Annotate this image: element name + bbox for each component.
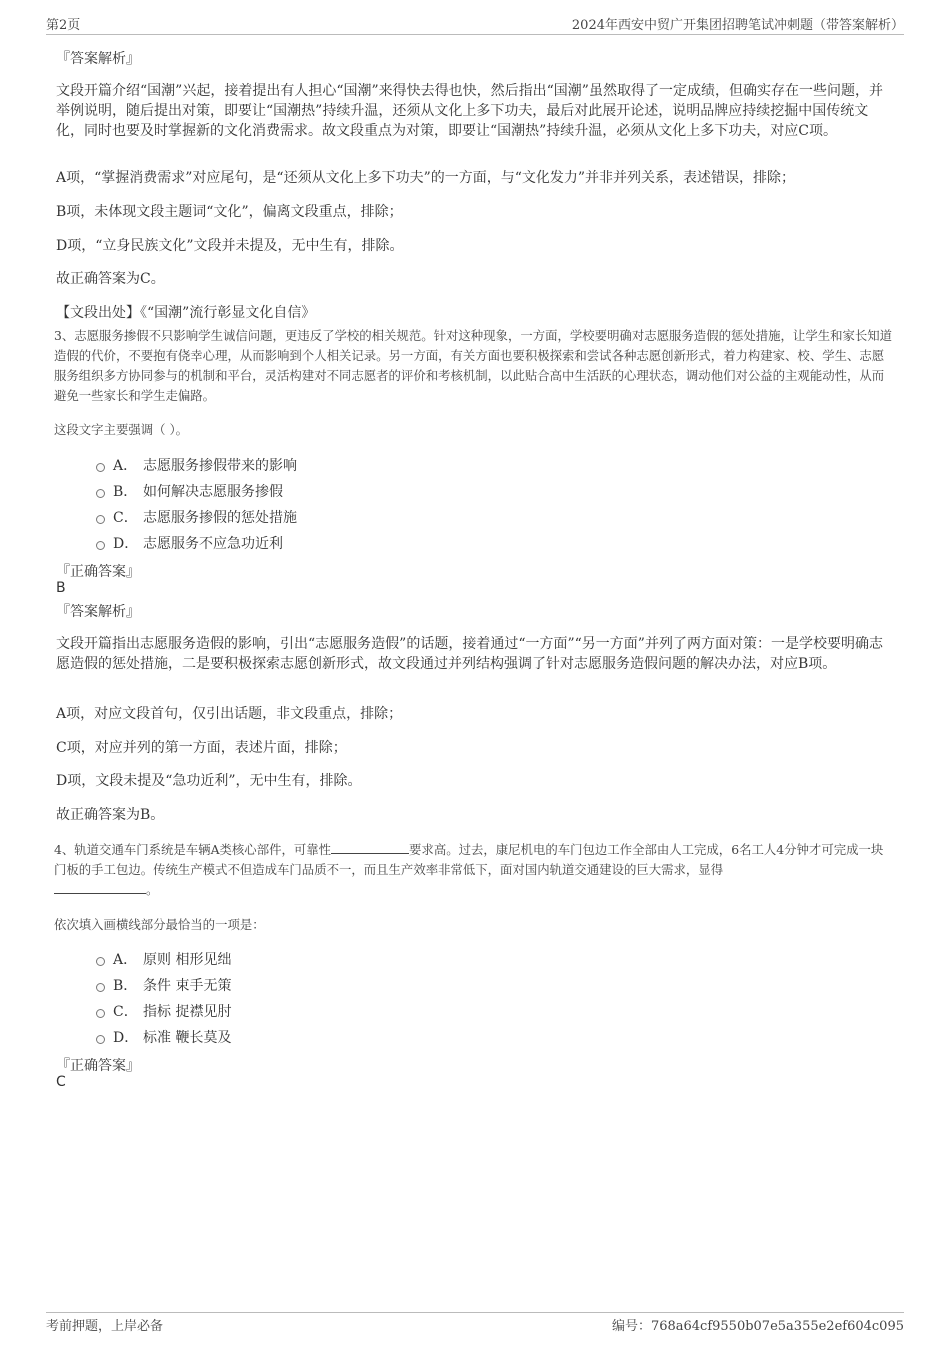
q2-analysis-paragraph: 文段开篇介绍“国潮”兴起，接着提出有人担心“国潮”来得快去得也快，然后指出“国潮”虽然取得了一定成绩，但确实存在一些问题，并举例说明，随后提出对策，即要让“国潮热”持续升温，还须从文化上多下功夫，最后对此展开论述，说明品牌应持续挖掘中国传统文化，同时也要及时掌握新的文化消费需求。故文段重点为对策，即要让“国潮热”持续升温，必须从文化上多下功夫，对应C项。	[56, 83, 883, 139]
q3-option-c-analysis: C项，对应并列的第一方面，表述片面，排除；	[56, 740, 347, 756]
q3-option-c[interactable]: C． 志愿服务掺假的惩处措施	[96, 507, 297, 527]
q4-option-b[interactable]: B． 条件 束手无策	[96, 975, 231, 995]
q3-option-a-analysis: A项，对应文段首句，仅引出话题，非文段重点，排除；	[56, 706, 403, 722]
q2-analysis-label: 『答案解析』	[56, 51, 140, 67]
q3-option-d-analysis: D项，文段未提及“急功近利”，无中生有，排除。	[56, 773, 362, 789]
q4-option-c[interactable]: C． 指标 捉襟见肘	[96, 1001, 231, 1021]
q3-question: 这段文字主要强调（ ）。	[54, 422, 189, 437]
q4-stem: 4、轨道交通车门系统是车辆A类核心部件，可靠性 要求高。过去，康尼机电的车门包边工作全部由人工完成，6名工人4分钟才可完成一块门板的手工包边。传统生产模式不但造成车门品质不一，而且生产效率非常低下，面对国内轨道交通建设的巨大需求，显得 。	[54, 842, 884, 897]
footer-slogan: 考前押题，上岸必备	[46, 1319, 164, 1334]
radio-icon[interactable]	[96, 957, 105, 966]
q2-option-a-analysis: A项，“掌握消费需求”对应尾句，是“还须从文化上多下功夫”的一方面，与“文化发力”并非并列关系，表述错误，排除；	[56, 170, 796, 186]
radio-icon[interactable]	[96, 1035, 105, 1044]
q3-answer-label: 『正确答案』	[56, 564, 140, 580]
q3-stem: 3、志愿服务掺假不只影响学生诚信问题，更违反了学校的相关规范。针对这种现象，一方面，学校要明确对志愿服务造假的惩处措施，让学生和家长知道造假的代价，不要抱有侥幸心理，从而影响到个人相关记录。另一方面，有关方面也要积极探索和尝试各种志愿创新形式，着力构建家、校、学生、志愿服务组织多方协同参与的机制和平台，灵活构建对不同志愿者的评价和考核机制，以此贴合高中生活跃的心理状态，调动他们对公益的主观能动性，从而避免一些家长和学生走偏路。	[54, 328, 893, 403]
radio-icon[interactable]	[96, 489, 105, 498]
q3-analysis-paragraph: 文段开篇指出志愿服务造假的影响，引出“志愿服务造假”的话题，接着通过“一方面”“另一方面”并列了两方面对策：一是学校要明确志愿造假的惩处措施，二是要积极探索志愿创新形式，故文段通过并列结构强调了针对志愿服务造假问题的解决办法，对应B项。	[56, 636, 883, 672]
q2-option-b-analysis: B项，未体现文段主题词“文化”，偏离文段重点，排除；	[56, 204, 403, 220]
q4-answer: C	[56, 1074, 66, 1090]
radio-icon[interactable]	[96, 1009, 105, 1018]
blank-line	[54, 881, 146, 894]
q3-option-a[interactable]: A． 志愿服务掺假带来的影响	[96, 455, 297, 475]
page-footer	[46, 1312, 904, 1333]
q3-answer: B	[56, 580, 66, 596]
q4-option-d[interactable]: D． 标准 鞭长莫及	[96, 1027, 231, 1047]
radio-icon[interactable]	[96, 983, 105, 992]
q3-option-b[interactable]: B． 如何解决志愿服务掺假	[96, 481, 283, 501]
radio-icon[interactable]	[96, 541, 105, 550]
document-id: 编号：768a64cf9550b07e5a355e2ef604c095	[611, 1319, 904, 1334]
q2-conclusion: 故正确答案为C。	[56, 271, 165, 287]
document-title: 2024年西安中贸广开集团招聘笔试冲刺题（带答案解析）	[571, 18, 904, 33]
radio-icon[interactable]	[96, 463, 105, 472]
page-number: 第2页	[46, 18, 81, 33]
q4-answer-label: 『正确答案』	[56, 1058, 140, 1074]
q4-option-a[interactable]: A． 原则 相形见绌	[96, 949, 231, 969]
q2-source: 【文段出处】《“国潮”流行彰显文化自信》	[56, 305, 316, 321]
q4-question: 依次填入画横线部分最恰当的一项是：	[54, 917, 265, 932]
q3-conclusion: 故正确答案为B。	[56, 807, 165, 823]
q3-option-d[interactable]: D． 志愿服务不应急功近利	[96, 533, 283, 553]
q2-option-d-analysis: D项，“立身民族文化”文段并未提及，无中生有，排除。	[56, 238, 404, 254]
radio-icon[interactable]	[96, 515, 105, 524]
q3-analysis-label: 『答案解析』	[56, 604, 140, 620]
page-header	[46, 14, 904, 35]
blank-line	[331, 841, 409, 854]
